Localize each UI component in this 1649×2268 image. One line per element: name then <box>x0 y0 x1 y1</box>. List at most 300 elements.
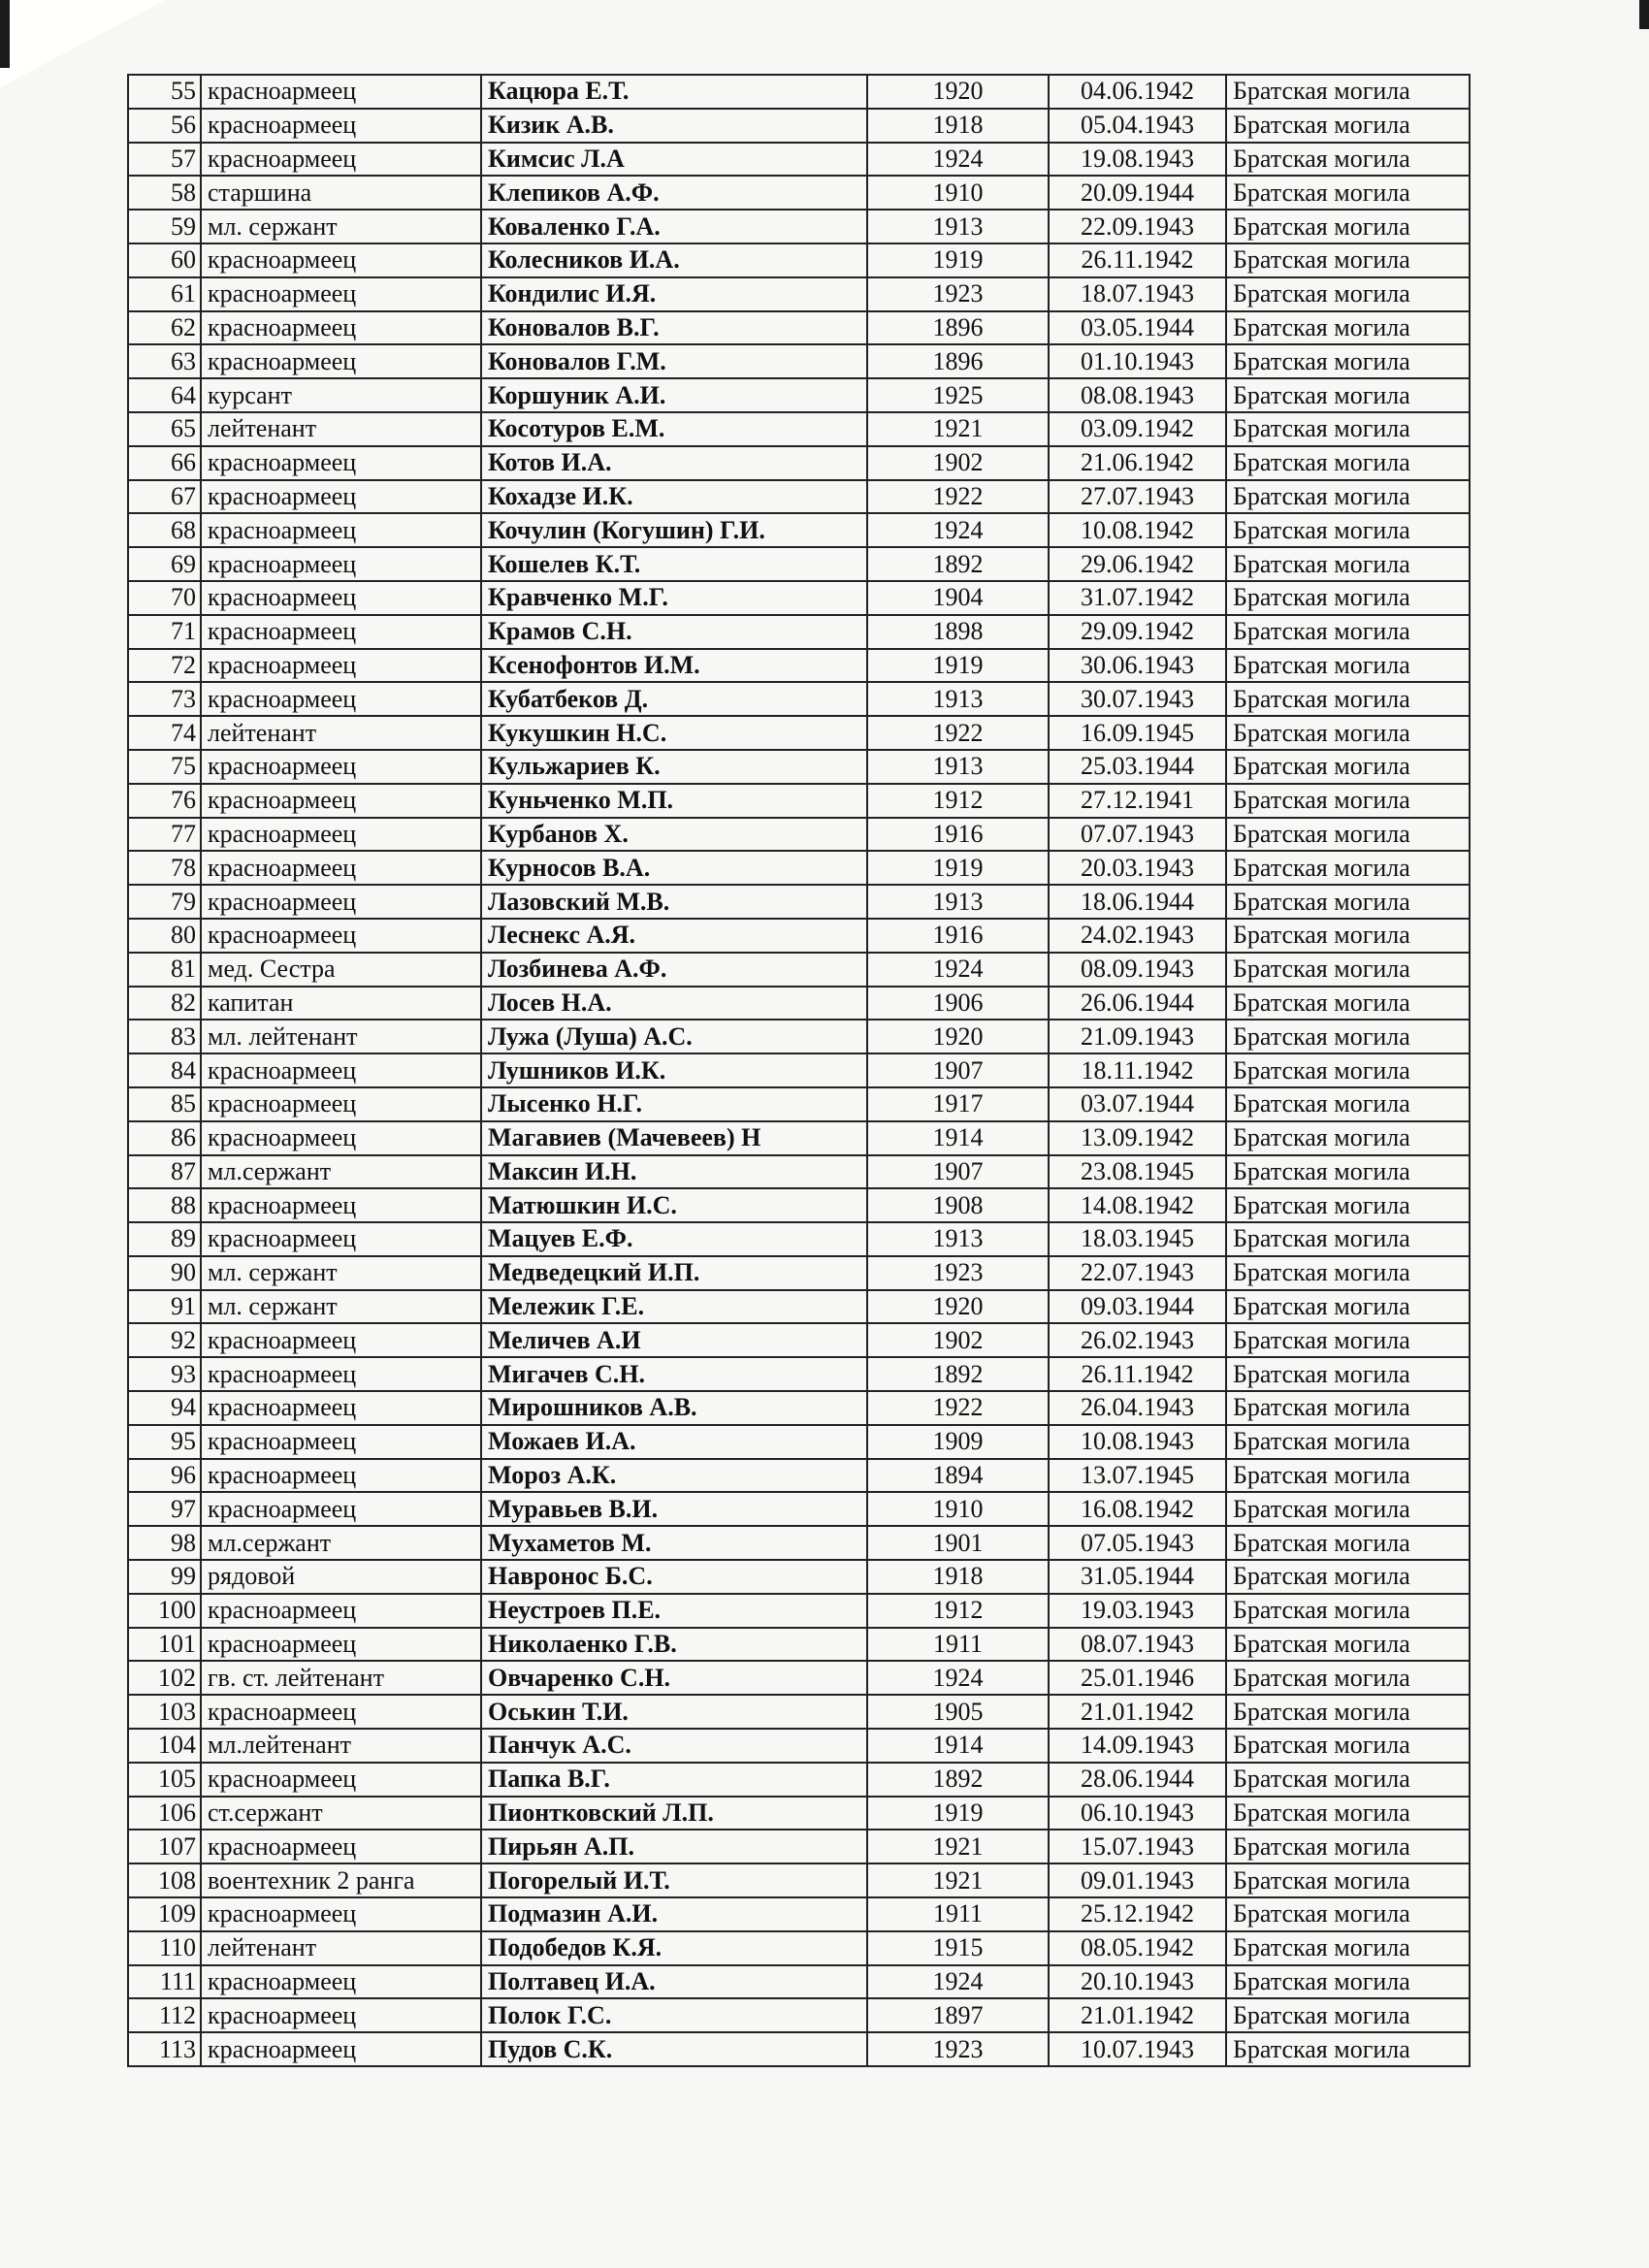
rank-cell: мл. сержант <box>201 210 481 243</box>
burial-place-cell: Братская могила <box>1226 1425 1470 1459</box>
rank-cell: красноармеец <box>201 1830 481 1863</box>
rank-cell: капитан <box>201 987 481 1021</box>
death-date-cell: 26.11.1942 <box>1049 1357 1226 1391</box>
row-number-cell: 77 <box>128 818 201 852</box>
full-name-cell: Кимсис Л.А <box>481 143 867 177</box>
burial-place-cell: Братская могила <box>1226 1560 1470 1594</box>
row-number-cell: 109 <box>128 1897 201 1931</box>
death-date-cell: 25.12.1942 <box>1049 1897 1226 1931</box>
full-name-cell: Магавиев (Мачевеев) Н <box>481 1121 867 1155</box>
death-date-cell: 14.08.1942 <box>1049 1188 1226 1222</box>
table-row <box>128 1222 1470 1256</box>
full-name-cell: Косотуров Е.М. <box>481 412 867 446</box>
birth-year-cell: 1919 <box>867 243 1049 277</box>
birth-year-cell: 1919 <box>867 851 1049 885</box>
burial-place-cell: Братская могила <box>1226 1323 1470 1357</box>
full-name-cell: Папка В.Г. <box>481 1763 867 1797</box>
full-name-cell: Коновалов Г.М. <box>481 344 867 378</box>
birth-year-cell: 1920 <box>867 1020 1049 1053</box>
burial-place-cell: Братская могила <box>1226 1729 1470 1763</box>
full-name-cell: Кизик А.В. <box>481 109 867 143</box>
burial-place-cell: Братская могила <box>1226 1797 1470 1831</box>
death-date-cell: 27.07.1943 <box>1049 480 1226 514</box>
death-date-cell: 05.04.1943 <box>1049 109 1226 143</box>
rank-cell: красноармеец <box>201 1492 481 1526</box>
row-number-cell: 80 <box>128 919 201 953</box>
full-name-cell: Можаев И.А. <box>481 1425 867 1459</box>
death-date-cell: 16.09.1945 <box>1049 716 1226 750</box>
table-row <box>128 1526 1470 1560</box>
row-number-cell: 57 <box>128 143 201 177</box>
row-number-cell: 63 <box>128 344 201 378</box>
birth-year-cell: 1918 <box>867 1560 1049 1594</box>
birth-year-cell: 1910 <box>867 176 1049 210</box>
birth-year-cell: 1921 <box>867 412 1049 446</box>
birth-year-cell: 1908 <box>867 1188 1049 1222</box>
death-date-cell: 29.09.1942 <box>1049 615 1226 649</box>
row-number-cell: 102 <box>128 1661 201 1695</box>
table-row <box>128 311 1470 345</box>
rank-cell: красноармеец <box>201 1459 481 1493</box>
burial-place-cell: Братская могила <box>1226 513 1470 547</box>
table-row <box>128 784 1470 818</box>
burial-place-cell: Братская могила <box>1226 176 1470 210</box>
burial-place-cell: Братская могила <box>1226 784 1470 818</box>
row-number-cell: 66 <box>128 446 201 480</box>
birth-year-cell: 1905 <box>867 1695 1049 1729</box>
burial-place-cell: Братская могила <box>1226 1121 1470 1155</box>
birth-year-cell: 1892 <box>867 547 1049 581</box>
table-row <box>128 109 1470 143</box>
death-date-cell: 03.09.1942 <box>1049 412 1226 446</box>
table-row <box>128 919 1470 953</box>
death-date-cell: 10.08.1943 <box>1049 1425 1226 1459</box>
row-number-cell: 92 <box>128 1323 201 1357</box>
burial-place-cell: Братская могила <box>1226 412 1470 446</box>
burial-place-cell: Братская могила <box>1226 818 1470 852</box>
row-number-cell: 69 <box>128 547 201 581</box>
row-number-cell: 112 <box>128 1998 201 2032</box>
death-date-cell: 18.06.1944 <box>1049 885 1226 919</box>
rank-cell: красноармеец <box>201 1357 481 1391</box>
burial-place-cell: Братская могила <box>1226 446 1470 480</box>
burial-place-cell: Братская могила <box>1226 1931 1470 1965</box>
burial-place-cell: Братская могила <box>1226 1628 1470 1662</box>
birth-year-cell: 1920 <box>867 1290 1049 1324</box>
death-date-cell: 20.10.1943 <box>1049 1965 1226 1999</box>
row-number-cell: 74 <box>128 716 201 750</box>
row-number-cell: 94 <box>128 1391 201 1425</box>
birth-year-cell: 1922 <box>867 480 1049 514</box>
row-number-cell: 75 <box>128 750 201 784</box>
burial-place-cell: Братская могила <box>1226 1492 1470 1526</box>
full-name-cell: Подобедов К.Я. <box>481 1931 867 1965</box>
rank-cell: красноармеец <box>201 1998 481 2032</box>
birth-year-cell: 1914 <box>867 1121 1049 1155</box>
full-name-cell: Погорелый И.Т. <box>481 1863 867 1897</box>
row-number-cell: 93 <box>128 1357 201 1391</box>
full-name-cell: Колесников И.А. <box>481 243 867 277</box>
rank-cell: мл. сержант <box>201 1256 481 1290</box>
burial-place-cell: Братская могила <box>1226 1459 1470 1493</box>
burial-place-cell: Братская могила <box>1226 1830 1470 1863</box>
birth-year-cell: 1894 <box>867 1459 1049 1493</box>
table-row <box>128 1897 1470 1931</box>
burial-place-cell: Братская могила <box>1226 919 1470 953</box>
birth-year-cell: 1898 <box>867 615 1049 649</box>
burial-place-cell: Братская могила <box>1226 143 1470 177</box>
burial-place-cell: Братская могила <box>1226 1695 1470 1729</box>
full-name-cell: Лазовский М.В. <box>481 885 867 919</box>
table-row <box>128 75 1470 109</box>
birth-year-cell: 1921 <box>867 1863 1049 1897</box>
birth-year-cell: 1916 <box>867 919 1049 953</box>
table-row <box>128 446 1470 480</box>
table-row <box>128 2032 1470 2066</box>
full-name-cell: Подмазин А.И. <box>481 1897 867 1931</box>
death-date-cell: 21.01.1942 <box>1049 1695 1226 1729</box>
table-row <box>128 210 1470 243</box>
burial-place-cell: Братская могила <box>1226 1594 1470 1628</box>
full-name-cell: Мухаметов М. <box>481 1526 867 1560</box>
full-name-cell: Курбанов Х. <box>481 818 867 852</box>
rank-cell: красноармеец <box>201 243 481 277</box>
burial-place-cell: Братская могила <box>1226 109 1470 143</box>
full-name-cell: Мигачев С.Н. <box>481 1357 867 1391</box>
table-row <box>128 547 1470 581</box>
rank-cell: красноармеец <box>201 480 481 514</box>
birth-year-cell: 1902 <box>867 1323 1049 1357</box>
rank-cell: красноармеец <box>201 2032 481 2066</box>
row-number-cell: 96 <box>128 1459 201 1493</box>
death-date-cell: 22.09.1943 <box>1049 210 1226 243</box>
death-date-cell: 19.03.1943 <box>1049 1594 1226 1628</box>
row-number-cell: 90 <box>128 1256 201 1290</box>
death-date-cell: 20.03.1943 <box>1049 851 1226 885</box>
table-row <box>128 243 1470 277</box>
table-row <box>128 344 1470 378</box>
full-name-cell: Кондилис И.Я. <box>481 277 867 311</box>
scan-edge-mark <box>1639 0 1649 29</box>
burial-place-cell: Братская могила <box>1226 987 1470 1021</box>
burial-place-cell: Братская могила <box>1226 1357 1470 1391</box>
birth-year-cell: 1921 <box>867 1830 1049 1863</box>
table-row <box>128 1425 1470 1459</box>
burial-place-cell: Братская могила <box>1226 750 1470 784</box>
burial-list-table <box>127 74 1471 2067</box>
birth-year-cell: 1924 <box>867 513 1049 547</box>
burial-place-cell: Братская могила <box>1226 1188 1470 1222</box>
death-date-cell: 18.03.1945 <box>1049 1222 1226 1256</box>
table-row <box>128 1797 1470 1831</box>
table-row <box>128 1290 1470 1324</box>
birth-year-cell: 1913 <box>867 210 1049 243</box>
table-row <box>128 615 1470 649</box>
death-date-cell: 07.07.1943 <box>1049 818 1226 852</box>
birth-year-cell: 1901 <box>867 1526 1049 1560</box>
birth-year-cell: 1896 <box>867 344 1049 378</box>
row-number-cell: 70 <box>128 581 201 615</box>
full-name-cell: Медведецкий И.П. <box>481 1256 867 1290</box>
death-date-cell: 03.07.1944 <box>1049 1087 1226 1121</box>
birth-year-cell: 1907 <box>867 1053 1049 1087</box>
birth-year-cell: 1923 <box>867 277 1049 311</box>
table-row <box>128 1053 1470 1087</box>
row-number-cell: 99 <box>128 1560 201 1594</box>
birth-year-cell: 1923 <box>867 1256 1049 1290</box>
rank-cell: старшина <box>201 176 481 210</box>
row-number-cell: 85 <box>128 1087 201 1121</box>
rank-cell: красноармеец <box>201 109 481 143</box>
death-date-cell: 24.02.1943 <box>1049 919 1226 953</box>
death-date-cell: 08.07.1943 <box>1049 1628 1226 1662</box>
birth-year-cell: 1892 <box>867 1357 1049 1391</box>
burial-place-cell: Братская могила <box>1226 311 1470 345</box>
table-row <box>128 1661 1470 1695</box>
burial-place-cell: Братская могила <box>1226 1222 1470 1256</box>
full-name-cell: Матюшкин И.С. <box>481 1188 867 1222</box>
death-date-cell: 26.04.1943 <box>1049 1391 1226 1425</box>
death-date-cell: 22.07.1943 <box>1049 1256 1226 1290</box>
table-row <box>128 176 1470 210</box>
row-number-cell: 98 <box>128 1526 201 1560</box>
row-number-cell: 78 <box>128 851 201 885</box>
rank-cell: красноармеец <box>201 1763 481 1797</box>
table-row <box>128 649 1470 683</box>
table-row <box>128 1763 1470 1797</box>
table-row <box>128 1628 1470 1662</box>
row-number-cell: 100 <box>128 1594 201 1628</box>
birth-year-cell: 1912 <box>867 1594 1049 1628</box>
birth-year-cell: 1925 <box>867 378 1049 412</box>
rank-cell: красноармеец <box>201 682 481 716</box>
burial-place-cell: Братская могила <box>1226 1256 1470 1290</box>
rank-cell: красноармеец <box>201 75 481 109</box>
birth-year-cell: 1897 <box>867 1998 1049 2032</box>
death-date-cell: 29.06.1942 <box>1049 547 1226 581</box>
burial-place-cell: Братская могила <box>1226 1087 1470 1121</box>
birth-year-cell: 1924 <box>867 953 1049 987</box>
full-name-cell: Кацюра Е.Т. <box>481 75 867 109</box>
rank-cell: красноармеец <box>201 615 481 649</box>
rank-cell: красноармеец <box>201 851 481 885</box>
row-number-cell: 82 <box>128 987 201 1021</box>
birth-year-cell: 1913 <box>867 1222 1049 1256</box>
rank-cell: ст.сержант <box>201 1797 481 1831</box>
birth-year-cell: 1910 <box>867 1492 1049 1526</box>
table-row <box>128 953 1470 987</box>
rank-cell: красноармеец <box>201 649 481 683</box>
full-name-cell: Лозбинева А.Ф. <box>481 953 867 987</box>
row-number-cell: 101 <box>128 1628 201 1662</box>
table-row <box>128 987 1470 1021</box>
rank-cell: мл. сержант <box>201 1290 481 1324</box>
row-number-cell: 106 <box>128 1797 201 1831</box>
full-name-cell: Крамов С.Н. <box>481 615 867 649</box>
full-name-cell: Кубатбеков Д. <box>481 682 867 716</box>
rank-cell: красноармеец <box>201 581 481 615</box>
full-name-cell: Полтавец И.А. <box>481 1965 867 1999</box>
death-date-cell: 14.09.1943 <box>1049 1729 1226 1763</box>
burial-place-cell: Братская могила <box>1226 75 1470 109</box>
table-row <box>128 885 1470 919</box>
full-name-cell: Курносов В.А. <box>481 851 867 885</box>
row-number-cell: 84 <box>128 1053 201 1087</box>
row-number-cell: 61 <box>128 277 201 311</box>
birth-year-cell: 1896 <box>867 311 1049 345</box>
death-date-cell: 26.11.1942 <box>1049 243 1226 277</box>
death-date-cell: 08.05.1942 <box>1049 1931 1226 1965</box>
birth-year-cell: 1907 <box>867 1155 1049 1189</box>
table-row <box>128 1256 1470 1290</box>
row-number-cell: 104 <box>128 1729 201 1763</box>
row-number-cell: 97 <box>128 1492 201 1526</box>
rank-cell: красноармеец <box>201 1121 481 1155</box>
burial-place-cell: Братская могила <box>1226 851 1470 885</box>
scan-edge-mark <box>0 0 10 68</box>
full-name-cell: Мороз А.К. <box>481 1459 867 1493</box>
rank-cell: красноармеец <box>201 1222 481 1256</box>
burial-place-cell: Братская могила <box>1226 682 1470 716</box>
burial-list-document <box>127 74 1469 2067</box>
full-name-cell: Лушников И.К. <box>481 1053 867 1087</box>
burial-place-cell: Братская могила <box>1226 1998 1470 2032</box>
table-row <box>128 682 1470 716</box>
full-name-cell: Навронос Б.С. <box>481 1560 867 1594</box>
table-row <box>128 1020 1470 1053</box>
death-date-cell: 18.11.1942 <box>1049 1053 1226 1087</box>
death-date-cell: 31.07.1942 <box>1049 581 1226 615</box>
table-row <box>128 1560 1470 1594</box>
birth-year-cell: 1911 <box>867 1897 1049 1931</box>
death-date-cell: 25.01.1946 <box>1049 1661 1226 1695</box>
burial-place-cell: Братская могила <box>1226 615 1470 649</box>
row-number-cell: 72 <box>128 649 201 683</box>
birth-year-cell: 1919 <box>867 649 1049 683</box>
birth-year-cell: 1911 <box>867 1628 1049 1662</box>
full-name-cell: Пудов С.К. <box>481 2032 867 2066</box>
burial-place-cell: Братская могила <box>1226 716 1470 750</box>
death-date-cell: 30.07.1943 <box>1049 682 1226 716</box>
rank-cell: красноармеец <box>201 919 481 953</box>
rank-cell: курсант <box>201 378 481 412</box>
burial-place-cell: Братская могила <box>1226 1391 1470 1425</box>
row-number-cell: 79 <box>128 885 201 919</box>
birth-year-cell: 1913 <box>867 750 1049 784</box>
row-number-cell: 110 <box>128 1931 201 1965</box>
burial-place-cell: Братская могила <box>1226 1763 1470 1797</box>
table-row <box>128 1323 1470 1357</box>
full-name-cell: Лысенко Н.Г. <box>481 1087 867 1121</box>
burial-place-cell: Братская могила <box>1226 1155 1470 1189</box>
row-number-cell: 62 <box>128 311 201 345</box>
death-date-cell: 26.02.1943 <box>1049 1323 1226 1357</box>
rank-cell: красноармеец <box>201 1188 481 1222</box>
full-name-cell: Мирошников А.В. <box>481 1391 867 1425</box>
birth-year-cell: 1923 <box>867 2032 1049 2066</box>
rank-cell: красноармеец <box>201 1053 481 1087</box>
table-row <box>128 277 1470 311</box>
rank-cell: лейтенант <box>201 412 481 446</box>
birth-year-cell: 1892 <box>867 1763 1049 1797</box>
death-date-cell: 01.10.1943 <box>1049 344 1226 378</box>
rank-cell: красноармеец <box>201 885 481 919</box>
birth-year-cell: 1918 <box>867 109 1049 143</box>
rank-cell: красноармеец <box>201 547 481 581</box>
table-row <box>128 851 1470 885</box>
burial-place-cell: Братская могила <box>1226 1965 1470 1999</box>
burial-place-cell: Братская могила <box>1226 378 1470 412</box>
table-row <box>128 1594 1470 1628</box>
birth-year-cell: 1919 <box>867 1797 1049 1831</box>
full-name-cell: Пионтковский Л.П. <box>481 1797 867 1831</box>
burial-place-cell: Братская могила <box>1226 1897 1470 1931</box>
full-name-cell: Мацуев Е.Ф. <box>481 1222 867 1256</box>
row-number-cell: 65 <box>128 412 201 446</box>
burial-place-cell: Братская могила <box>1226 953 1470 987</box>
birth-year-cell: 1915 <box>867 1931 1049 1965</box>
row-number-cell: 105 <box>128 1763 201 1797</box>
full-name-cell: Кравченко М.Г. <box>481 581 867 615</box>
table-row <box>128 1492 1470 1526</box>
birth-year-cell: 1913 <box>867 682 1049 716</box>
full-name-cell: Пирьян А.П. <box>481 1830 867 1863</box>
death-date-cell: 13.09.1942 <box>1049 1121 1226 1155</box>
table-row <box>128 412 1470 446</box>
rank-cell: красноармеец <box>201 818 481 852</box>
rank-cell: мл.сержант <box>201 1526 481 1560</box>
birth-year-cell: 1906 <box>867 987 1049 1021</box>
birth-year-cell: 1917 <box>867 1087 1049 1121</box>
rank-cell: красноармеец <box>201 750 481 784</box>
death-date-cell: 20.09.1944 <box>1049 176 1226 210</box>
rank-cell: красноармеец <box>201 1897 481 1931</box>
full-name-cell: Кукушкин Н.С. <box>481 716 867 750</box>
death-date-cell: 04.06.1942 <box>1049 75 1226 109</box>
burial-place-cell: Братская могила <box>1226 243 1470 277</box>
full-name-cell: Кульжариев К. <box>481 750 867 784</box>
burial-place-cell: Братская могила <box>1226 210 1470 243</box>
table-row <box>128 1087 1470 1121</box>
full-name-cell: Коршуник А.И. <box>481 378 867 412</box>
table-row <box>128 1830 1470 1863</box>
burial-place-cell: Братская могила <box>1226 480 1470 514</box>
rank-cell: красноармеец <box>201 1323 481 1357</box>
full-name-cell: Кошелев К.Т. <box>481 547 867 581</box>
death-date-cell: 18.07.1943 <box>1049 277 1226 311</box>
rank-cell: гв. ст. лейтенант <box>201 1661 481 1695</box>
full-name-cell: Лужа (Луша) А.С. <box>481 1020 867 1053</box>
birth-year-cell: 1916 <box>867 818 1049 852</box>
table-row <box>128 1729 1470 1763</box>
row-number-cell: 76 <box>128 784 201 818</box>
table-row <box>128 818 1470 852</box>
row-number-cell: 87 <box>128 1155 201 1189</box>
row-number-cell: 56 <box>128 109 201 143</box>
rank-cell: красноармеец <box>201 344 481 378</box>
table-row <box>128 1998 1470 2032</box>
table-row <box>128 1391 1470 1425</box>
full-name-cell: Ксенофонтов И.М. <box>481 649 867 683</box>
death-date-cell: 13.07.1945 <box>1049 1459 1226 1493</box>
death-date-cell: 23.08.1945 <box>1049 1155 1226 1189</box>
table-row <box>128 1965 1470 1999</box>
rank-cell: лейтенант <box>201 716 481 750</box>
death-date-cell: 15.07.1943 <box>1049 1830 1226 1863</box>
burial-place-cell: Братская могила <box>1226 649 1470 683</box>
table-row <box>128 1931 1470 1965</box>
full-name-cell: Кочулин (Когушин) Г.И. <box>481 513 867 547</box>
